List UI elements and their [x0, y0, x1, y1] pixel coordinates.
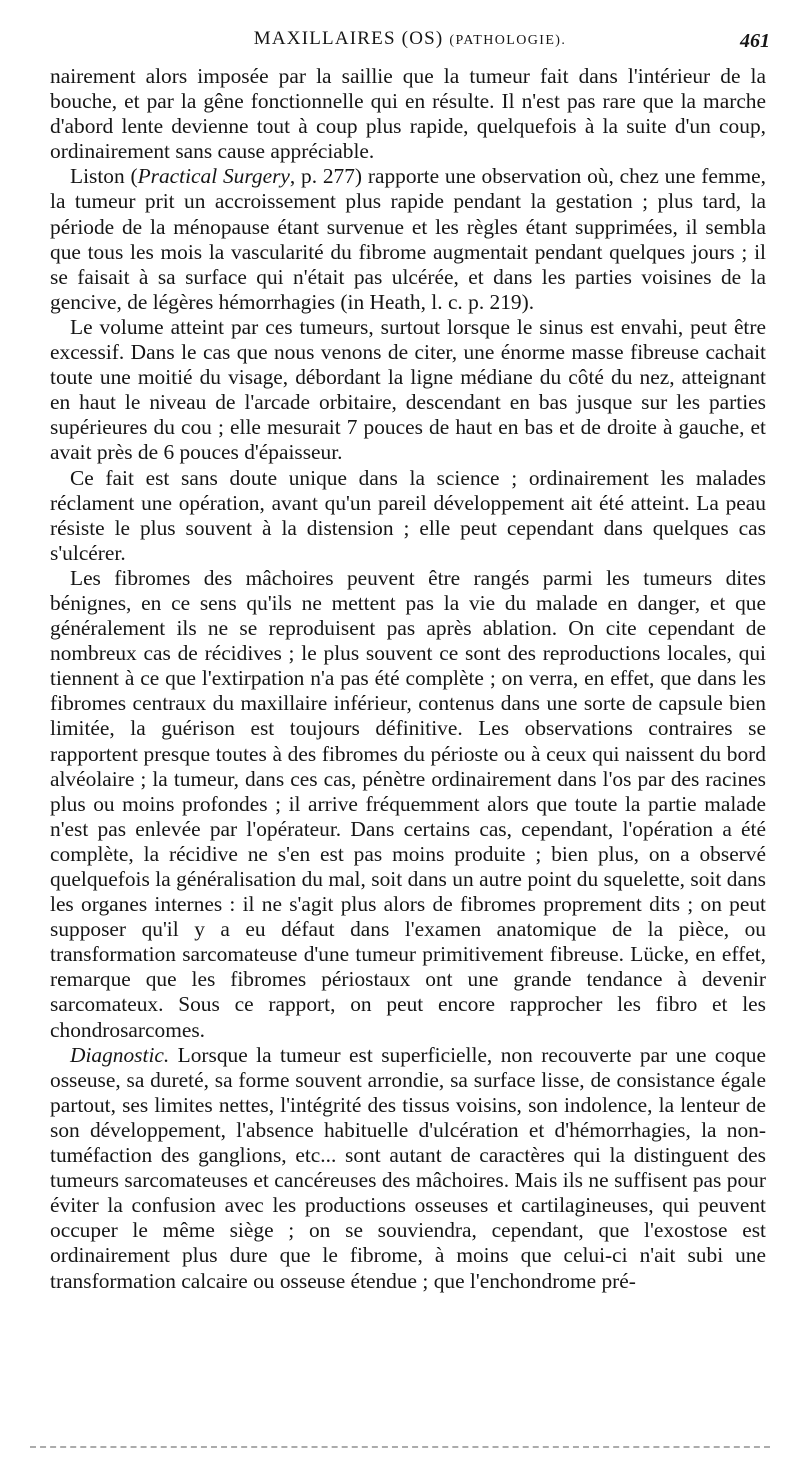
paragraph-volume: Le volume atteint par ces tumeurs, surtout lorsque le sinus est envahi, peut être excessif. Dans le cas que nous venons de citer, une énorme masse fibreuse cachait toute une moitié du visage, débordant la ligne médiane du côté du nez, atteignant en haut le niveau de l'arcade orbitaire, descendant en bas jusque sur les parties supérieures du cou ; elle mesurait 7 pouces de haut en bas et de droite à gauche, et avait près de 6 pouces d'épaisseur. [50, 314, 766, 465]
running-head [50, 28, 770, 50]
running-head-subtitle: (PATHOLOGIE). [449, 33, 567, 48]
liston-intro: Liston ( [70, 164, 138, 189]
body-text [50, 64, 766, 1294]
diagnostic-heading: Diagnostic. [70, 1042, 170, 1067]
paragraph-fibromes-benins: Les fibromes des mâchoires peuvent être rangés parmi les tumeurs dites bénignes, en ce sens qu'ils ne mettent pas la vie du malade en danger, et que généralement ils ne se reproduisent pas après ablation. On cite cependant de nombreux cas de récidives ; le plus souvent ce sont des reproductions locales, qui tiennent à ce que l'extirpation n'a pas été complète ; on verra, en effet, que dans les fibromes centraux du maxillaire inférieur, contenus dans une sorte de capsule bien limitée, la guérison est toujours définitive. Les observations contraires se rapportent presque toutes à des fibromes du périoste ou à ceux qui naissent du bord alvéolaire ; la tumeur, dans ces cas, pénètre ordinairement dans l'os par des racines plus ou moins profondes ; il arrive fréquemment alors que toute la partie malade n'est pas enlevée par l'opérateur. Dans certains cas, cependant, l'opération a été complète, la récidive ne s'en est pas moins produite ; bien plus, on a observé quelquefois la généralisation du mal, soit dans un autre point du squelette, soit dans les organes internes : il ne s'agit plus alors de fibromes proprement dits ; on peut supposer qu'il y a eu défaut dans l'examen anatomique de la pièce, ou transformation sarcomateuse d'une tumeur primitivement fibreuse. Lücke, en effet, remarque que les fibromes périostaux ont une grande tendance à devenir sarcomateux. Sous ce rapport, on peut encore rapprocher les fibro et les chondrosarcomes. [50, 565, 766, 1042]
paragraph-diagnostic [50, 1043, 766, 1294]
liston-text: , p. 277) rapporte une observation où, chez une femme, la tumeur prit un accroissement plus rapide pendant la gestation ; plus tard, la période de la ménopause étant survenue et les règles étant supprimées, il sembla que tous les mois la vascularité du fibrome augmentait pendant quelques jours ; il se faisait à sa surface qui n'était pas ulcérée, et dans les parties voisines de la gencive, de légères hémorrhagies (in Heath, l. c. p. 219). [50, 164, 766, 314]
running-head-title: MAXILLAIRES (OS) [253, 28, 444, 49]
liston-citation-title: Practical Surgery [137, 164, 290, 189]
paragraph-continuation: nairement alors imposée par la saillie que la tumeur fait dans l'intérieur de la bouche, et par la gêne fonctionnelle qui en résulte. Il n'est pas rare que la marche d'abord lente devienne tout à coup plus rapide, quelquefois à la suite d'un coup, ordinairement sans cause appréciable. [50, 64, 766, 164]
paragraph-liston [50, 164, 766, 315]
footer-rule [30, 1446, 770, 1448]
page-header [50, 28, 770, 58]
page-number: 461 [740, 30, 770, 52]
diagnostic-text: Lorsque la tumeur est superficielle, non recouverte par une coque osseuse, sa dureté, sa forme souvent arrondie, sa surface lisse, de consistance égale partout, ses limites nettes, l'intégrité des tissus voisins, son indolence, la lenteur de son développement, l'absence habituelle d'ulcération et d'hémorrhagies, la non-tuméfaction des ganglions, etc... sont autant de caractères qui la distinguent des tumeurs sarcomateuses et cancéreuses des mâchoires. Mais ils ne suffisent pas pour éviter la confusion avec les productions osseuses et cartilagineuses, qui peuvent occuper le même siège ; on se souviendra, cependant, que l'exostose est ordinairement plus dure que le fibrome, à moins que celui-ci n'ait subi une transformation calcaire ou osseuse étendue ; que l'enchondrome pré- [50, 1042, 766, 1293]
paragraph-fait-unique: Ce fait est sans doute unique dans la science ; ordinairement les malades réclament une opération, avant qu'un pareil développement ait été atteint. La peau résiste le plus souvent à la distension ; elle peut cependant dans quelques cas s'ulcérer. [50, 465, 766, 565]
